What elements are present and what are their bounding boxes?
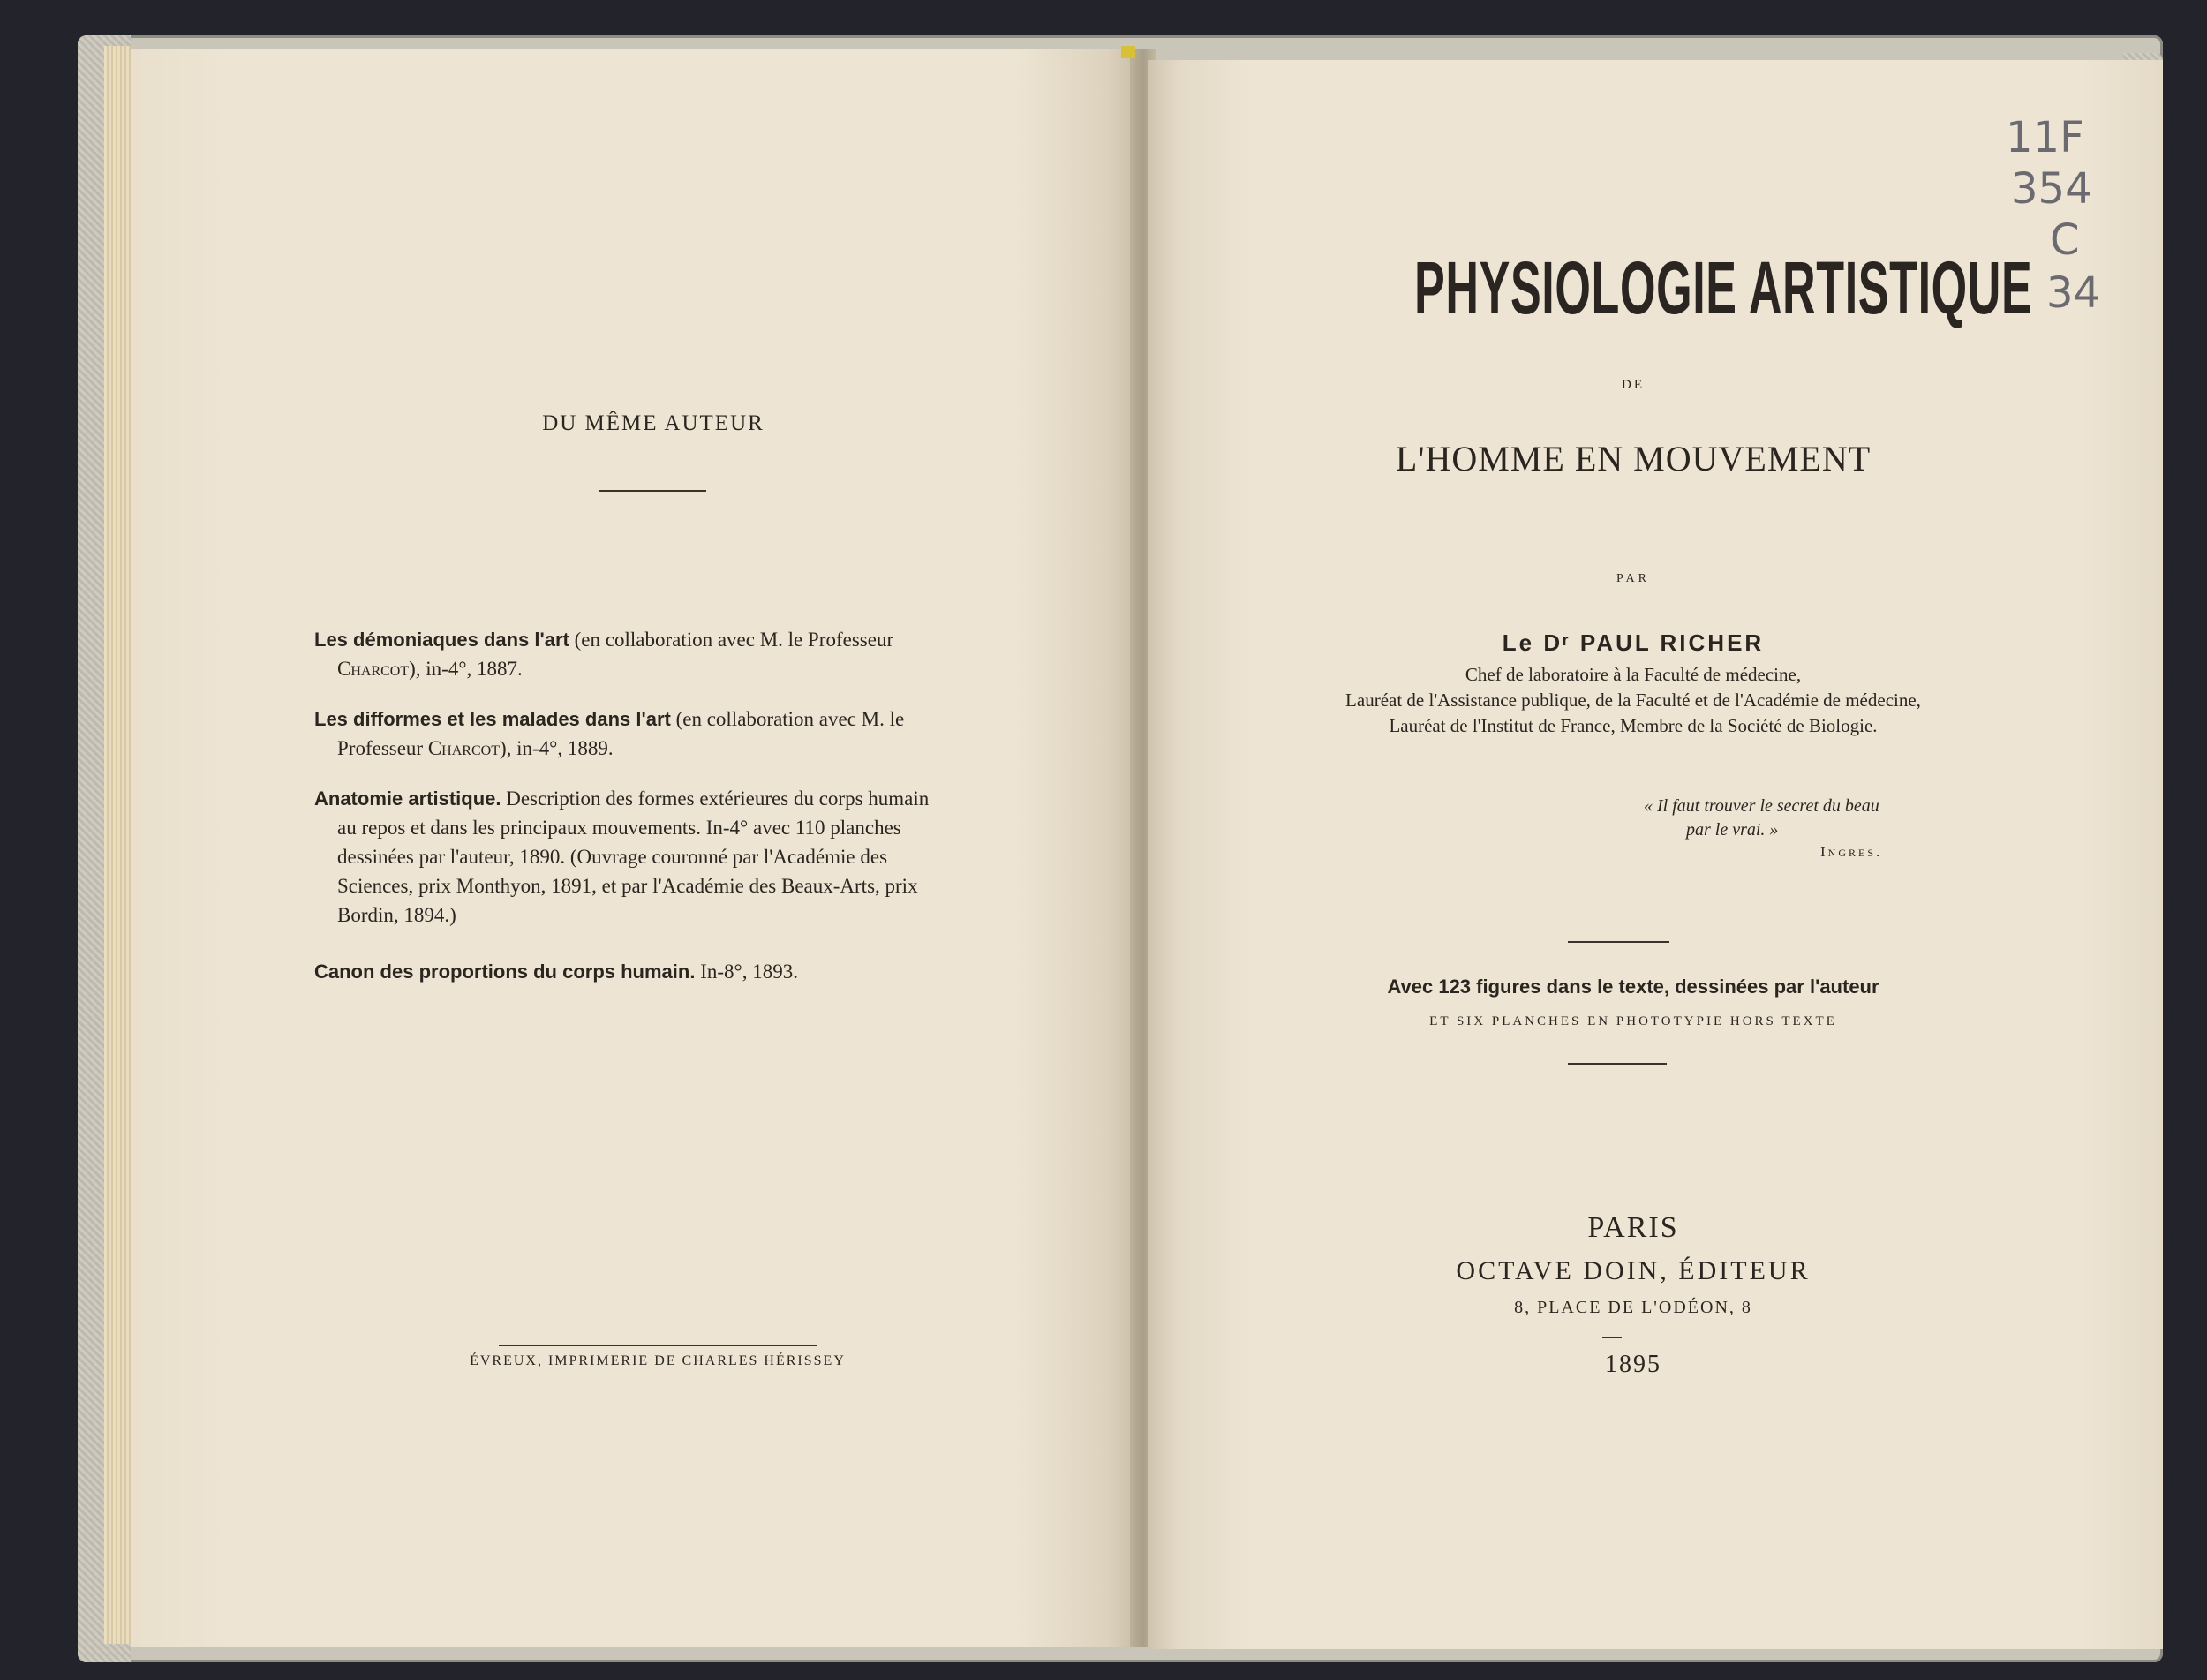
call-number-line: 11F — [2006, 113, 2084, 162]
entry-title: Les démoniaques dans l'art — [314, 629, 569, 651]
entry-title: Anatomie artistique. — [314, 787, 501, 810]
entry-line: dessinées par l'auteur, 1890. (Ouvrage couronné par l'Académie des — [337, 846, 888, 868]
city: PARIS — [1587, 1211, 1679, 1244]
epigraph-line: « Il faut trouver le secret du beau — [1644, 796, 1879, 816]
bibliography-entry — [314, 704, 994, 763]
date-rule — [1602, 1337, 1622, 1338]
section-rule — [1568, 1063, 1667, 1065]
entry-name: Charcot — [427, 737, 500, 759]
figures-line: Avec 123 figures dans le texte, dessinées par l'auteur — [1387, 976, 1879, 998]
publisher: OCTAVE DOIN, ÉDITEUR — [1456, 1256, 1811, 1285]
entry-text: ), in-4°, 1887. — [409, 658, 523, 680]
author-credential: Chef de laboratoire à la Faculté de médecine, — [1465, 664, 1802, 685]
plates-line: ET SIX PLANCHES EN PHOTOTYPIE HORS TEXTE — [1429, 1014, 1837, 1028]
book-title: PHYSIOLOGIE ARTISTIQUE — [1414, 246, 2033, 329]
bibliography-entry — [314, 957, 994, 986]
call-number-line: 34 — [2046, 268, 2101, 318]
entry-text: In-8°, 1893. — [695, 961, 798, 983]
entry-title: Canon des proportions du corps humain. — [314, 961, 696, 983]
call-number-line: 354 — [2011, 164, 2092, 214]
bibliography-entry — [314, 784, 994, 930]
publisher-address: 8, PLACE DE L'ODÉON, 8 — [1514, 1298, 1752, 1317]
title-connector: DE — [1622, 378, 1645, 392]
bookmark-ribbon — [1121, 46, 1135, 58]
epigraph-line: par le vrai. » — [1686, 820, 1779, 840]
entry-line: Sciences, prix Monthyon, 1891, et par l'Académie des Beaux-Arts, prix — [337, 875, 918, 897]
entry-name: Charcot — [337, 658, 410, 680]
by-label: PAR — [1616, 572, 1650, 585]
entry-text: Professeur — [337, 737, 428, 759]
entry-text: Description des formes extérieures du corps humain — [501, 787, 930, 810]
author-name: Le Dʳ PAUL RICHER — [1502, 629, 1765, 656]
entry-text: (en collaboration avec M. le — [670, 708, 905, 730]
heading-rule — [599, 490, 706, 492]
publication-year: 1895 — [1605, 1351, 1661, 1378]
author-credential: Lauréat de l'Assistance publique, de la Faculté et de l'Académie de médecine, — [1345, 689, 1921, 711]
author-credential: Lauréat de l'Institut de France, Membre de la Société de Biologie. — [1389, 715, 1878, 736]
entry-title: Les difformes et les malades dans l'art — [314, 708, 671, 730]
entry-text: (en collaboration avec M. le Professeur — [569, 629, 894, 651]
section-rule — [1568, 941, 1669, 943]
entry-line: Bordin, 1894.) — [337, 904, 456, 926]
book-subtitle: L'HOMME EN MOUVEMENT — [1395, 439, 1872, 478]
page-edges — [104, 46, 131, 1644]
printer-rule — [499, 1345, 817, 1346]
entry-text: ), in-4°, 1889. — [499, 737, 614, 759]
bibliography-entry — [314, 625, 994, 683]
entry-line: au repos et dans les principaux mouvements. In-4° avec 110 planches — [337, 817, 901, 839]
same-author-heading: DU MÊME AUTEUR — [542, 411, 765, 435]
epigraph-author: Ingres. — [1820, 843, 1883, 860]
printer-line: ÉVREUX, IMPRIMERIE DE CHARLES HÉRISSEY — [470, 1353, 846, 1368]
call-number-line: C — [2050, 215, 2080, 265]
